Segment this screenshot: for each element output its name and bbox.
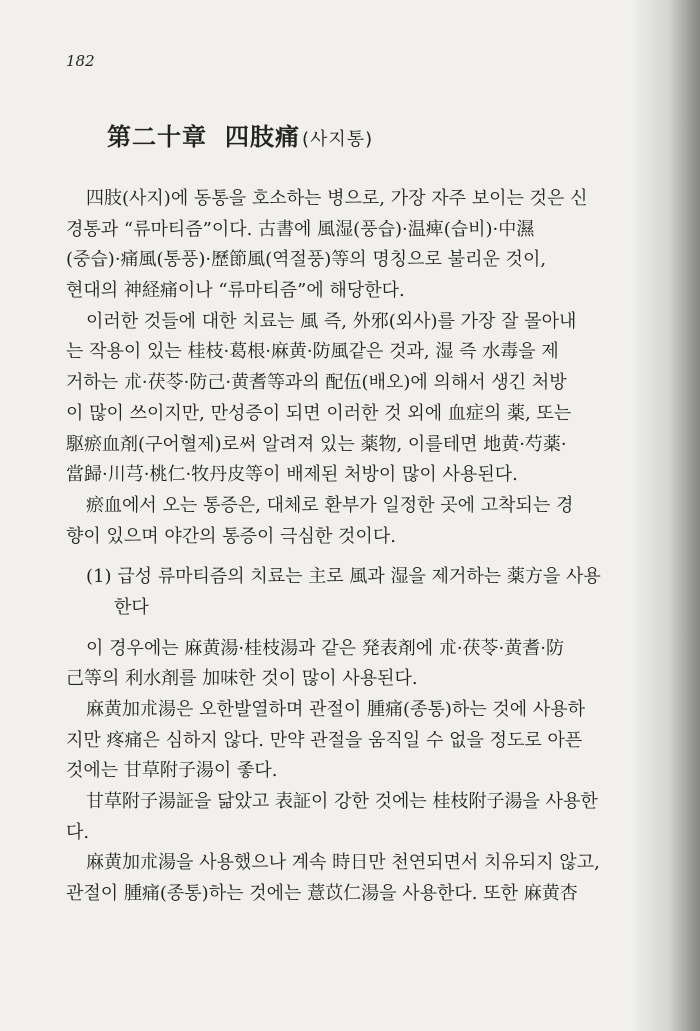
- text-line: 다.: [66, 821, 90, 843]
- chapter-title: [107, 117, 373, 152]
- text-line: 는 작용이 있는 桂枝·葛根·麻黄·防風같은 것과, 湿 즉 水毒을 제: [66, 341, 559, 363]
- text-line: 麻黄加朮湯은 오한발열하며 관절이 腫痛(종통)하는 것에 사용하: [86, 699, 586, 720]
- chapter-reading: (사지통): [302, 129, 374, 150]
- text-line: 현대의 神経痛이나 “류마티즘”에 해당한다.: [66, 280, 405, 302]
- text-line: 甘草附子湯証을 닮았고 表証이 강한 것에는 桂枝附子湯을 사용한: [86, 791, 598, 813]
- text-line: 瘀血에서 오는 통증은, 대체로 환부가 일정한 곳에 고착되는 경: [86, 494, 574, 516]
- text-line: 己等의 利水剤를 加味한 것이 많이 사용된다.: [66, 668, 418, 690]
- section-heading: (1) 급성 류마티즘의 치료는 主로 風과 湿을 제거하는 薬方을 사용: [86, 566, 601, 588]
- text-line: 當歸·川芎·桃仁·牧丹皮等이 배제된 처방이 많이 사용된다.: [66, 464, 518, 486]
- text-line: 麻黄加朮湯을 사용했으나 계속 時日만 천연되면서 치유되지 않고,: [86, 852, 600, 874]
- text-line: 이 많이 쓰이지만, 만성증이 되면 이러한 것 외에 血症의 薬, 또는: [66, 402, 572, 424]
- spacer: [66, 624, 656, 634]
- text-line: 것에는 甘草附子湯이 좋다.: [66, 760, 278, 782]
- text-line: 경통과 “류마티즘”이다. 古書에 風湿(풍습)·温痺(습비)·中濕: [66, 218, 535, 240]
- chapter-number: 第二十章: [107, 122, 207, 151]
- text-line: 관절이 腫痛(종통)하는 것에는 薏苡仁湯을 사용한다. 또한 麻黄杏: [66, 883, 578, 905]
- body-text: [66, 184, 656, 910]
- section-heading-cont: 한다: [114, 596, 149, 618]
- text-line: 향이 있으며 야간의 통증이 극심한 것이다.: [66, 525, 396, 547]
- page-number: 182: [66, 52, 95, 70]
- spacer: [66, 552, 656, 562]
- chapter-name: 四肢痛: [225, 122, 300, 151]
- text-line: (중습)·痛風(통풍)·歷節風(역절풍)等의 명칭으로 불리운 것이,: [66, 249, 547, 271]
- text-line: 駆瘀血剤(구어혈제)로써 알려져 있는 薬物, 이를테면 地黄·芍薬·: [66, 433, 567, 455]
- text-line: 이러한 것들에 대한 치료는 風 즉, 外邪(외사)를 가장 잘 몰아내: [86, 310, 577, 332]
- text-line: 이 경우에는 麻黄湯·桂枝湯과 같은 発表剤에 朮·茯苓·黄耆·防: [86, 637, 564, 659]
- text-line: 지만 疼痛은 심하지 않다. 만약 관절을 움직일 수 없을 정도로 아픈: [66, 729, 583, 751]
- text-line: 거하는 朮·茯苓·防己·黄耆等과의 配伍(배오)에 의해서 생긴 처방: [66, 372, 567, 394]
- text-line: 四肢(사지)에 동통을 호소하는 병으로, 가장 자주 보이는 것은 신: [86, 188, 588, 209]
